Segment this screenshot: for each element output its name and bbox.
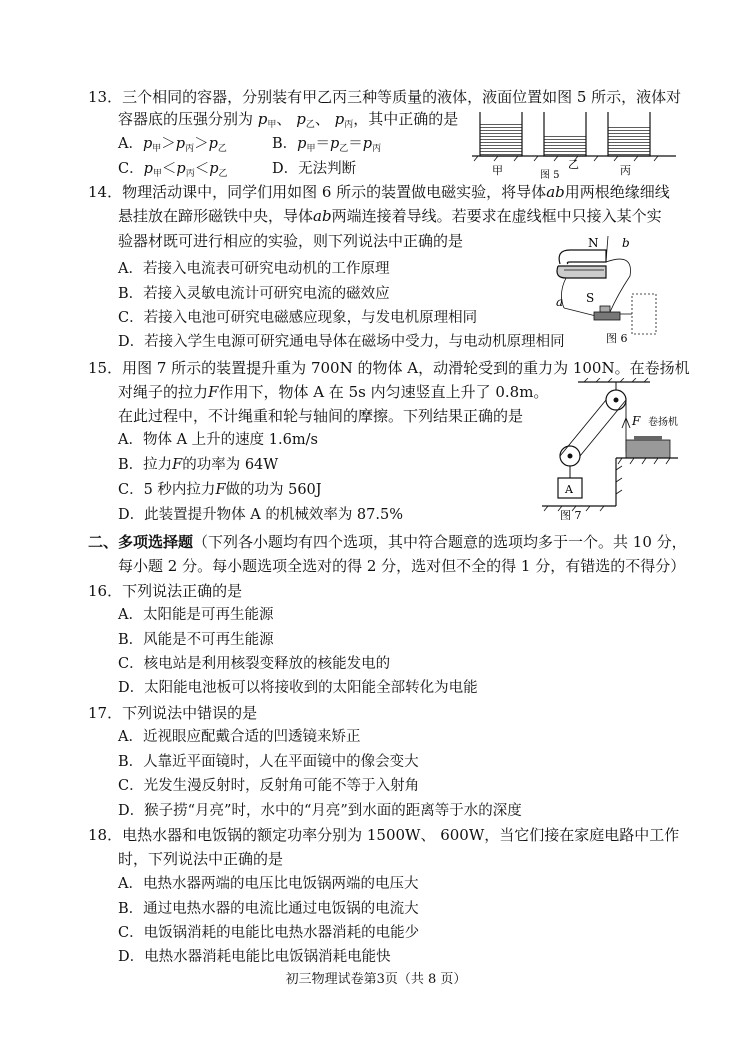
container-jia-liquid [480, 122, 522, 156]
section2-title: 二、多项选择题 [88, 533, 194, 551]
dashed-box [632, 294, 656, 334]
q13-option-a: A．$p_甲>p_丙>p_乙$ [118, 136, 227, 154]
q18-line2: 时，下列说法中正确的是 [118, 850, 284, 868]
q13-option-b: B．$p_甲=p_乙=p_丙$ [272, 136, 382, 154]
q15-option-c: C．5 秒内拉力F做的功为 560J [118, 482, 322, 498]
label-yi: 乙 [568, 158, 579, 171]
q13-line1: 13．三个相同的容器，分别装有甲乙丙三种等质量的液体，液面位置如图 5 所示，液体对 [88, 88, 682, 106]
q15-option-a: A．物体 A 上升的速度 1.6m/s [118, 432, 318, 448]
q17-option-a: A．近视眼应配戴合适的凹透镜来矫正 [118, 729, 361, 745]
q15-line2: 对绳子的拉力F作用下，物体 A 在 5s 内匀速竖直上升了 0.8m。 [118, 383, 549, 401]
q14-line2: 悬挂放在蹄形磁铁中央，导体ab两端连接着导线。若要求在虚线框中只接入某个实 [118, 207, 662, 225]
q16-option-d: D．太阳能电池板可以将接收到的太阳能全部转化为电能 [118, 680, 478, 696]
q18-option-c: C．电饭锅消耗的电能比电热水器消耗的电能少 [118, 925, 420, 941]
label-winch: 卷扬机 [648, 417, 678, 428]
q15-option-d: D．此装置提升物体 A 的机械效率为 87.5% [118, 507, 403, 523]
q14-option-b: B．若接入灵敏电流计可研究电流的磁效应 [118, 286, 390, 302]
q16-option-c: C．核电站是利用核裂变释放的核能发电的 [118, 656, 391, 672]
figure-6 [548, 232, 668, 346]
q14-option-c: C．若接入电池可研究电磁感应现象，与发电机原理相同 [118, 310, 478, 326]
label-b: b [622, 236, 630, 250]
label-jia: 甲 [492, 164, 503, 177]
label-bing: 丙 [620, 164, 631, 177]
label-f: F [632, 414, 641, 428]
figure-5 [468, 108, 680, 180]
q17-option-c: C．光发生漫反射时，反射角可能不等于入射角 [118, 778, 420, 794]
q13-option-c: C．$p_甲<p_丙<p_乙$ [118, 161, 228, 179]
figure-7 [538, 378, 698, 520]
q16-stem: 16．下列说法正确的是 [88, 582, 243, 600]
q16-option-b: B．风能是不可再生能源 [118, 632, 274, 648]
q13-option-d: D．无法判断 [272, 161, 357, 177]
label-a: a [556, 295, 564, 309]
q14-option-a: A．若接入电流表可研究电动机的工作原理 [118, 261, 390, 277]
container-yi-liquid [544, 136, 586, 156]
page-footer: 初三物理试卷第3页（共 8 页） [285, 972, 467, 987]
q14-line1: 14．物理活动课中，同学们用如图 6 所示的装置做电磁实验，将导体ab用两根绝缘细线 [88, 183, 670, 201]
figure-6-caption: 图 6 [606, 332, 628, 345]
q15-line1: 15．用图 7 所示的装置提升重为 700N 的物体 A，动滑轮受到的重力为 100N。在卷扬机 [88, 359, 690, 377]
q17-option-d: D．猴子捞“月亮”时，水中的“月亮”到水面的距离等于水的深度 [118, 803, 522, 819]
q17-stem: 17．下列说法中错误的是 [88, 704, 258, 722]
section2-line1: 二、多项选择题（下列各小题均有四个选项，其中符合题意的选项均多于一个。共 10 分， [88, 533, 687, 551]
q17-option-b: B．人靠近平面镜时，人在平面镜中的像会变大 [118, 754, 419, 770]
q14-line3: 验器材既可进行相应的实验，则下列说法中正确的是 [118, 232, 464, 250]
container-bing-liquid [608, 126, 650, 156]
label-object-a: A [565, 483, 573, 496]
q15-option-b: B．拉力F的功率为 64W [118, 457, 279, 473]
section2-line2: 每小题 2 分。每小题选项全选对的得 2 分，选对但不全的得 1 分，有错选的不得分） [118, 557, 686, 575]
q18-line1: 18．电热水器和电饭锅的额定功率分别为 1500W、 600W，当它们接在家庭电路中工作 [88, 826, 680, 844]
label-s: S [586, 291, 595, 305]
figure-7-caption: 图 7 [560, 509, 582, 520]
figure-5-caption: 图 5 [540, 170, 560, 180]
q18-option-b: B．通过电热水器的电流比通过电饭锅的电流大 [118, 901, 419, 917]
q13-line2: 容器底的压强分别为 $p_甲$、 $p_乙$、 $p_丙$，其中正确的是 [118, 110, 459, 130]
q14-option-d: D．若接入学生电源可研究通电导体在磁场中受力，与电动机原理相同 [118, 334, 565, 350]
label-n: N [588, 236, 599, 250]
winch [626, 440, 670, 458]
q16-option-a: A．太阳能是可再生能源 [118, 607, 274, 623]
q18-option-d: D．电热水器消耗电能比电饭锅消耗电能快 [118, 949, 391, 965]
q15-line3: 在此过程中，不计绳重和轮与轴间的摩擦。下列结果正确的是 [118, 407, 524, 425]
q18-option-a: A．电热水器两端的电压比电饭锅两端的电压大 [118, 876, 419, 892]
